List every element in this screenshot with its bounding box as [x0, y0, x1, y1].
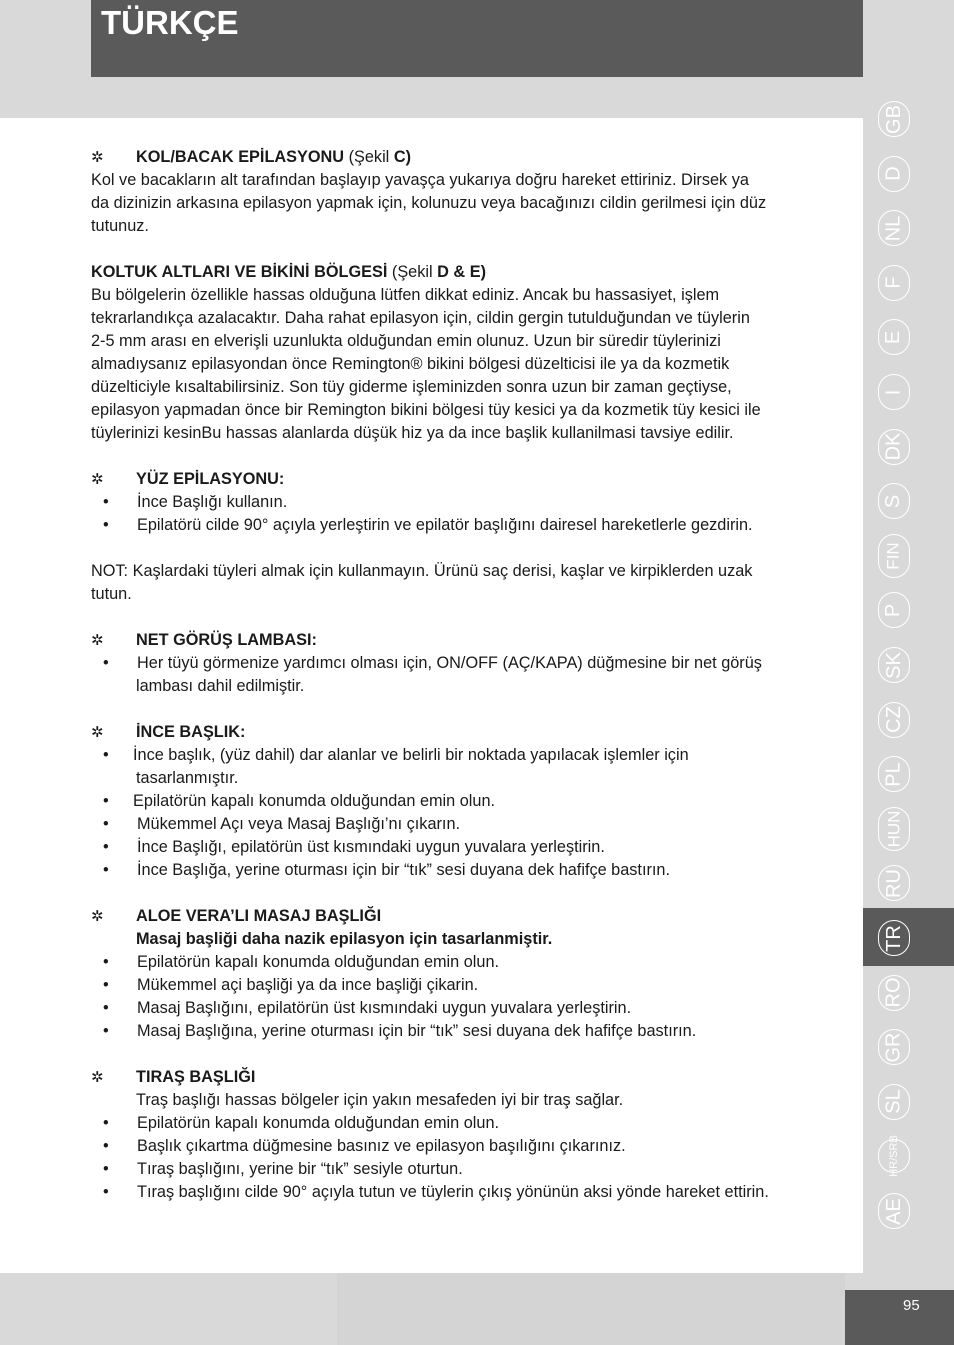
tab-sk[interactable] [878, 647, 910, 683]
section-heading: KOLTUK ALTLARI VE BİKİNİ BÖLGESİ [91, 263, 388, 281]
tab-hun[interactable] [878, 807, 910, 851]
tab-label: TR [882, 924, 905, 952]
star-icon: ✲ [91, 632, 104, 649]
tab-label: I [882, 389, 905, 395]
section-fine-head [91, 721, 861, 882]
tab-ru[interactable] [878, 865, 910, 901]
paragraph-line: epilasyon yapmadan önce bir Remington bikini bölgesi tüy kesici ya da kozmetik tüy kesici ile [91, 401, 761, 419]
section-heading: İNCE BAŞLIK: [136, 723, 246, 741]
list-item [91, 491, 861, 514]
list-item [91, 951, 861, 974]
tab-label: S [882, 494, 905, 508]
header-bar [91, 0, 863, 77]
tab-nl[interactable] [878, 210, 910, 246]
section-heading: NET GÖRÜŞ LAMBASI: [136, 631, 317, 649]
document-content [91, 146, 861, 1227]
bullet-icon: • [103, 861, 109, 879]
tab-label: D [882, 166, 905, 181]
list-item [91, 974, 861, 997]
tab-tr[interactable] [878, 920, 910, 956]
tab-gb[interactable] [878, 101, 910, 137]
paragraph-line: Bu bölgelerin özellikle hassas olduğuna lütfen dikkat ediniz. Ancak bu hassasiyet, işlem [91, 286, 720, 304]
bullet-icon: • [103, 1160, 109, 1178]
tab-hr-srb[interactable] [878, 1135, 910, 1178]
section-heading: TIRAŞ BAŞLIĞI [136, 1068, 256, 1086]
section-intro: Traş başlığı hassas bölgeler için yakın mesafeden iyi bir traş sağlar. [136, 1091, 624, 1109]
tab-label: GB [882, 104, 905, 134]
list-item [91, 652, 861, 675]
figure-ref-letter: D & E) [437, 263, 486, 281]
list-item-text: Her tüyü görmenize yardımcı olması için, ON/OFF (AÇ/KAPA) düğmesine bir net görüş [137, 654, 762, 672]
section-heading: YÜZ EPİLASYONU: [136, 470, 285, 488]
list-item-text: İnce Başlığı kullanın. [137, 493, 288, 511]
bullet-icon: • [103, 976, 109, 994]
list-item [91, 1135, 861, 1158]
bullet-icon: • [103, 1022, 109, 1040]
paragraph-line: tutunuz. [91, 217, 149, 235]
figure-ref: (Şekil [344, 148, 394, 166]
list-item-text: Başlık çıkartma düğmesine basınız ve epilasyon başılığını çıkarınız. [137, 1137, 626, 1155]
list-item-continuation: lambası dahil edilmiştir. [136, 677, 305, 695]
section-underarm-bikini [91, 261, 861, 445]
list-item [91, 1181, 861, 1204]
section-arm-leg [91, 146, 861, 238]
language-tabs [863, 95, 954, 1245]
star-icon: ✲ [91, 1069, 104, 1086]
tab-gr[interactable] [878, 1029, 910, 1065]
list-item-text: Epilatörün kapalı konumda olduğundan emin olun. [133, 792, 496, 810]
star-icon: ✲ [91, 471, 104, 488]
tab-e[interactable] [878, 319, 910, 355]
bullet-icon: • [103, 654, 109, 672]
bullet-icon: • [103, 815, 109, 833]
list-item [91, 813, 861, 836]
tab-label: RU [882, 868, 905, 898]
paragraph-line: tutun. [91, 585, 132, 603]
tab-i[interactable] [878, 374, 910, 410]
tab-label: E [882, 330, 905, 345]
tab-f[interactable] [878, 265, 910, 301]
list-item [91, 790, 861, 813]
footer-band [337, 1273, 845, 1345]
tab-cz[interactable] [878, 702, 910, 738]
list-item-text: Epilatörün kapalı konumda olduğundan emin olun. [137, 953, 500, 971]
bullet-icon: • [103, 999, 109, 1017]
list-item-text: Masaj Başlığını, epilatörün üst kısmındaki uygun yuvalara yerleştirin. [137, 999, 632, 1017]
list-item-text: Tıraş başlığını, yerine bir “tık” sesiyle oturtun. [137, 1160, 463, 1178]
paragraph-line: da dizinizin arkasına epilasyon yapmak için, kolunuzu veya bacağınızı cildin gerilmesi için düz [91, 194, 767, 212]
list-item-text: İnce Başlığı, epilatörün üst kısmındaki uygun yuvalara yerleştirin. [137, 838, 605, 856]
bullet-icon: • [103, 1114, 109, 1132]
tab-dk[interactable] [878, 429, 910, 465]
section-massage-head [91, 905, 861, 1043]
list-item-text: İnce başlık, (yüz dahil) dar alanlar ve belirli bir noktada yapılacak işlemler için [133, 746, 689, 764]
section-light [91, 629, 861, 698]
list-item [91, 997, 861, 1020]
figure-ref: (Şekil [387, 263, 438, 281]
list-item-text: Epilatörü cilde 90° açıyla yerleştirin ve epilatör başlığını dairesel hareketlerle gezdirin. [137, 516, 753, 534]
page-number-box [845, 1290, 954, 1345]
list-item [91, 1158, 861, 1181]
bullet-icon: • [103, 516, 109, 534]
paragraph-line: 2-5 mm arası en elverişli uzunlukta olduğundan emin olunuz. Uzun bir süredir tüylerinizi [91, 332, 721, 350]
section-heading: KOL/BACAK EPİLASYONU [136, 148, 345, 166]
list-item [91, 744, 861, 767]
page-title: TÜRKÇE [101, 4, 239, 41]
tab-label: FIN [883, 542, 903, 570]
list-item [91, 1112, 861, 1135]
tab-label: NL [882, 215, 905, 241]
tab-label: HUN [884, 810, 903, 848]
paragraph-line: düzelticiyle kısaltabilirsiniz. Son tüy giderme işleminizden sonra uzun bir zaman geçtiyse, [91, 378, 732, 396]
section-note [91, 560, 861, 606]
tab-s[interactable] [878, 483, 910, 519]
list-item [91, 514, 861, 537]
tab-label: SL [882, 1089, 905, 1115]
bullet-icon: • [103, 746, 109, 764]
list-item-text: Mükemmel açi başliği ya da ince başliği çikarin. [137, 976, 479, 994]
figure-ref-letter: C) [393, 148, 412, 166]
bullet-icon: • [103, 792, 109, 810]
list-item [91, 1020, 861, 1043]
bullet-icon: • [103, 838, 109, 856]
tab-pl[interactable] [878, 756, 910, 792]
section-subtitle: Masaj başliği daha nazik epilasyon için tasarlanmiştir. [136, 930, 553, 948]
star-icon: ✲ [91, 149, 104, 166]
tab-ae[interactable] [878, 1193, 910, 1229]
list-item-text: Tıraş başlığını cilde 90° açıyla tutun ve tüylerin çıkış yönünün aksi yönde hareket ettirin. [137, 1183, 769, 1201]
tab-label: HR/SRB [888, 1135, 900, 1178]
list-item-text: Mükemmel Açı veya Masaj Başlığı’nı çıkarın. [137, 815, 461, 833]
tab-d[interactable] [878, 156, 910, 192]
tab-label: DK [882, 432, 905, 461]
star-icon: ✲ [91, 724, 104, 741]
tab-label: AE [882, 1197, 905, 1225]
tab-fin[interactable] [878, 534, 910, 578]
bullet-icon: • [103, 953, 109, 971]
section-heading: ALOE VERA’LI MASAJ BAŞLIĞI [136, 907, 382, 925]
list-item [91, 836, 861, 859]
page-number: 95 [903, 1297, 920, 1314]
star-icon: ✲ [91, 908, 104, 925]
paragraph-line: Kol ve bacakların alt tarafından başlayıp yavaşça yukarıya doğru hareket ettiriniz. Dirsek ya [91, 171, 749, 189]
tab-label: PL [882, 761, 905, 787]
tab-p[interactable] [878, 592, 910, 628]
bullet-icon: • [103, 1137, 109, 1155]
section-face [91, 468, 861, 537]
tab-label: GR [882, 1032, 905, 1063]
section-shaver-head [91, 1066, 861, 1204]
list-item-text: Masaj Başlığına, yerine oturması için bir “tık” sesi duyana dek hafifçe bastırın. [137, 1022, 697, 1040]
tab-label: F [882, 276, 905, 289]
paragraph-line: almadıysanız epilasyondan önce Remington® bikini bölgesi düzelticisi ile ya da kozmetik [91, 355, 730, 373]
tab-label: P [882, 603, 905, 618]
tab-label: CZ [882, 706, 905, 733]
paragraph-line: NOT: Kaşlardaki tüyleri almak için kullanmayın. Ürünü saç derisi, kaşlar ve kirpiklerden uzak [91, 562, 753, 580]
paragraph-line: tekrarlandıkça azalacaktır. Daha rahat epilasyon için, cildin gergin tutulduğundan ve tüylerin [91, 309, 750, 327]
tab-label: SK [882, 651, 905, 679]
list-item-continuation: tasarlanmıştır. [136, 769, 239, 787]
tab-sl[interactable] [878, 1084, 910, 1120]
list-item-text: İnce Başlığa, yerine oturması için bir “tık” sesi duyana dek hafifçe bastırın. [137, 861, 671, 879]
bullet-icon: • [103, 493, 109, 511]
paragraph-line: tüylerinizi kesinBu hassas alanlarda düşük hiz ya da ince başlik kullanilmasi tavsiye edilir. [91, 424, 734, 442]
list-item [91, 859, 861, 882]
tab-ro[interactable] [878, 975, 910, 1011]
tab-label: RO [882, 977, 905, 1008]
list-item-text: Epilatörün kapalı konumda olduğundan emin olun. [137, 1114, 500, 1132]
bullet-icon: • [103, 1183, 109, 1201]
